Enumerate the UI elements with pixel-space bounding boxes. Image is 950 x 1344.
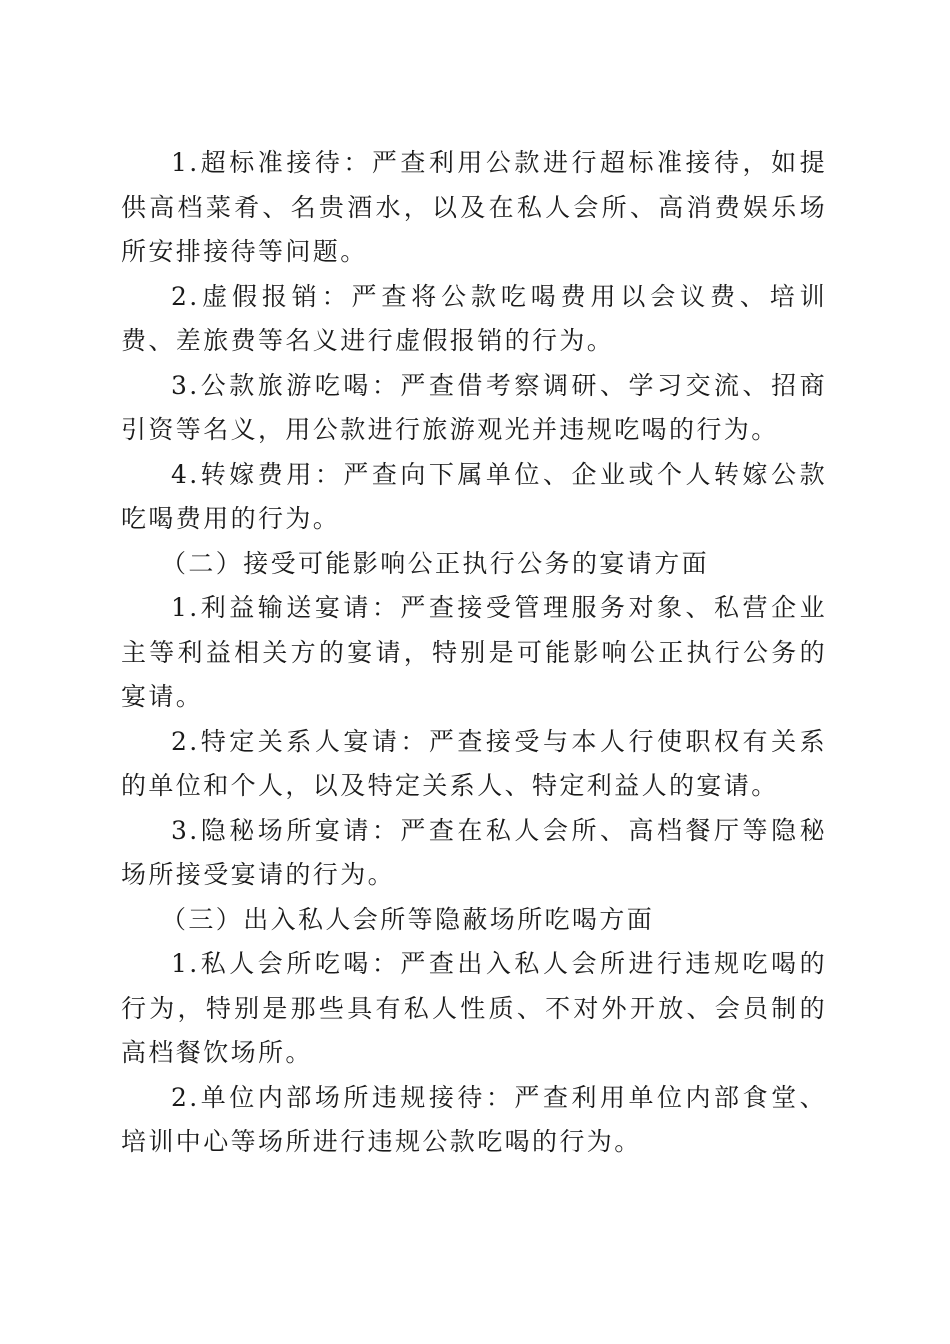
section-heading-private-clubs: （三）出入私人会所等隐蔽场所吃喝方面	[161, 904, 655, 934]
paragraph-public-funds-travel: 3.公款旅游吃喝：严查借考察调研、学习交流、招商引资等名义，用公款进行旅游观光并违规吃喝的行为。	[121, 370, 827, 444]
paragraph-related-person-banquet: 2.特定关系人宴请：严查接受与本人行使职权有关系的单位和个人，以及特定关系人、特定利益人的宴请。	[121, 726, 827, 800]
paragraph-overstandard-reception: 1.超标准接待：严查利用公款进行超标准接待，如提供高档菜肴、名贵酒水，以及在私人会所、高消费娱乐场所安排接待等问题。	[121, 148, 827, 266]
section-heading-banquets: （二）接受可能影响公正执行公务的宴请方面	[161, 548, 710, 578]
document-body	[121, 141, 827, 1165]
paragraph-internal-venue-reception: 2.单位内部场所违规接待：严查利用单位内部食堂、培训中心等场所进行违规公款吃喝的行为。	[121, 1082, 827, 1156]
paragraph-false-reimbursement: 2.虚假报销：严查将公款吃喝费用以会议费、培训费、差旅费等名义进行虚假报销的行为。	[121, 281, 827, 355]
paragraph-hidden-venue-banquet: 3.隐秘场所宴请：严查在私人会所、高档餐厅等隐秘场所接受宴请的行为。	[121, 815, 827, 889]
paragraph-cost-transfer: 4.转嫁费用：严查向下属单位、企业或个人转嫁公款吃喝费用的行为。	[121, 459, 827, 533]
paragraph-private-club-dining: 1.私人会所吃喝：严查出入私人会所进行违规吃喝的行为，特别是那些具有私人性质、不对外开放、会员制的高档餐饮场所。	[121, 949, 827, 1067]
paragraph-interest-banquet: 1.利益输送宴请：严查接受管理服务对象、私营企业主等利益相关方的宴请，特别是可能影响公正执行公务的宴请。	[121, 593, 827, 711]
